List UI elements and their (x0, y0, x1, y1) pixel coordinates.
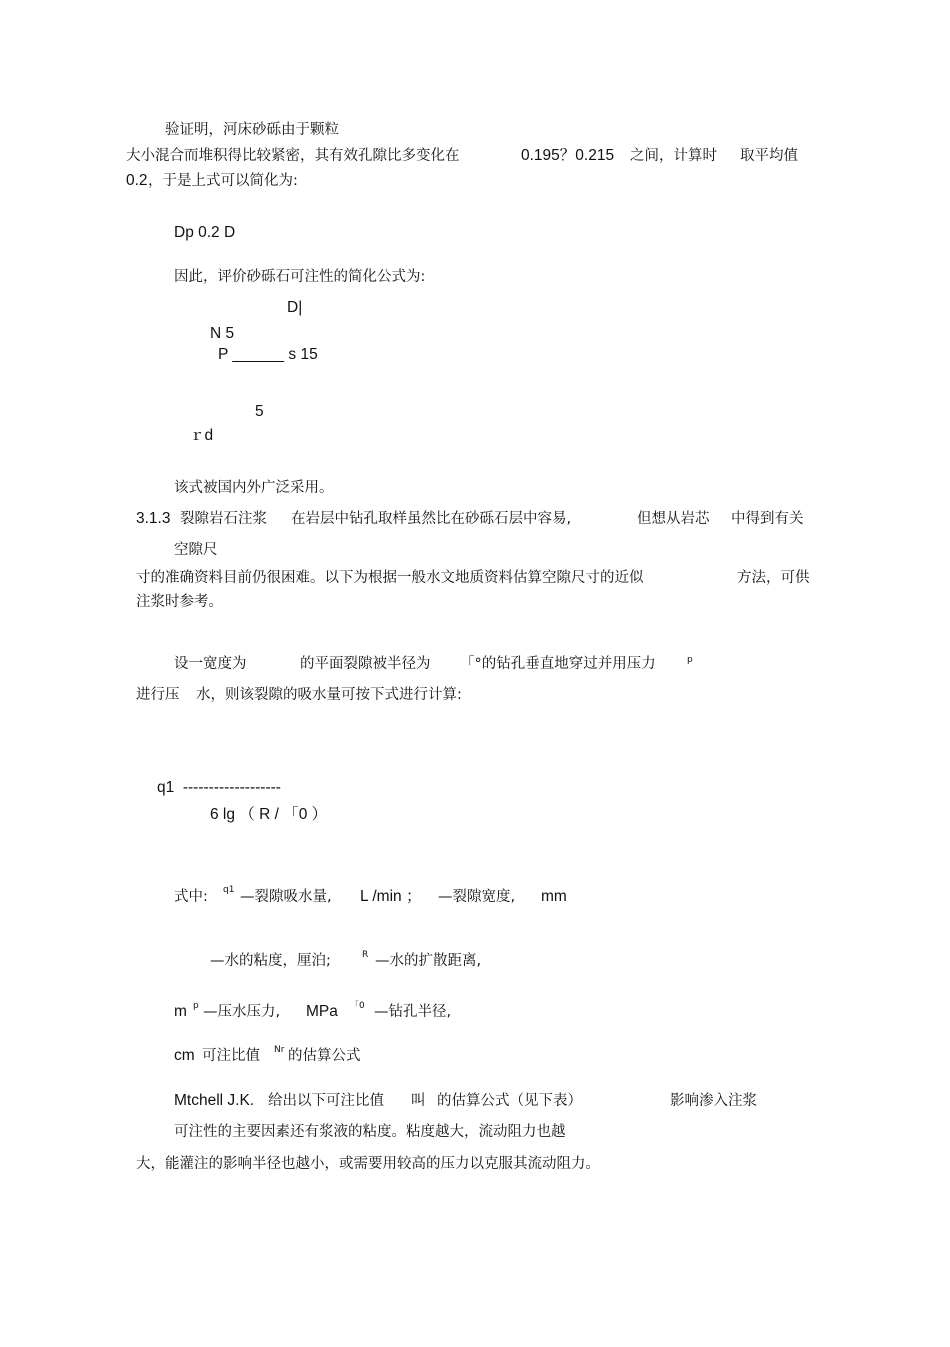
legend-item: —压水压力, (203, 1004, 281, 1020)
section-number: 3.1.3 (136, 510, 171, 527)
paragraph-line: 但想从岩芯 (637, 511, 710, 527)
legend-item: —水的扩散距离, (375, 953, 482, 969)
legend-item: —水的粘度，厘泊; (210, 953, 331, 969)
paragraph-line: 水，则该裂隙的吸水量可按下式进行计算: (196, 687, 462, 703)
formula-part: N 5 (210, 325, 235, 342)
formula-part: q1 ------------------- (157, 779, 281, 796)
formula-part: ｒd (189, 427, 214, 444)
paragraph-line: 注浆时参考。 (136, 594, 223, 610)
unit: m (174, 1003, 187, 1020)
legend-item: —裂隙吸水量, (240, 889, 332, 905)
unit: mm (541, 888, 567, 905)
symbol: 「0 (350, 1001, 365, 1011)
symbol: p (193, 1001, 199, 1011)
paragraph-line: 验证明，河床砂砾由于颗粒 (165, 122, 339, 138)
value: 0.2 (126, 172, 148, 189)
paragraph-line: 的估算公式（见下表） (437, 1093, 582, 1109)
symbol: 叫 (411, 1093, 426, 1109)
paragraph-line: 中得到有关 (731, 511, 804, 527)
paragraph-line: 给出以下可注比值 (268, 1093, 384, 1109)
paragraph-line: 该式被国内外广泛采用。 (174, 480, 334, 496)
paragraph-line: ，于是上式可以简化为: (148, 173, 298, 189)
paragraph-line: 设一宽度为 (174, 656, 247, 672)
legend-label: 式中: (174, 889, 208, 905)
paragraph-line: 因此，评价砂砾石可注性的简化公式为: (174, 269, 426, 285)
paragraph-line: 可注比值 (202, 1048, 260, 1064)
paragraph-line: 的估算公式 (288, 1048, 361, 1064)
formula-part: P ______ s 15 (218, 346, 318, 363)
paragraph-line: 空隙尺 (174, 542, 218, 558)
paragraph-line: 的平面裂隙被半径为 (300, 656, 431, 672)
formula: Dp 0.2 D (174, 224, 236, 241)
paragraph-line: 大，能灌注的影响半径也越小，或需要用较高的压力以克服其流动阻力。 (136, 1156, 600, 1172)
section-heading: 裂隙岩石注浆 (180, 511, 267, 527)
paragraph-line: 可注性的主要因素还有浆液的粘度。粘度越大，流动阻力也越 (174, 1124, 566, 1140)
paragraph-line: 在岩层中钻孔取样虽然比在砂砾石层中容易, (291, 511, 572, 527)
symbol: R (362, 950, 369, 960)
paragraph-line: 之间，计算时 (630, 148, 717, 164)
formula-part: D| (287, 299, 303, 316)
paragraph-line: 方法，可供 (737, 570, 810, 586)
legend-item: —裂隙宽度, (438, 889, 516, 905)
symbol: q1 (223, 885, 235, 895)
paragraph-line: 寸的准确资料目前仍很困难。以下为根据一般水文地质资料估算空隙尺寸的近似 (136, 570, 644, 586)
value-range: 0.195？0.215 (521, 147, 615, 164)
unit: cm (174, 1047, 195, 1064)
paragraph-line: 「°的钻孔垂直地穿过并用压力 (460, 656, 656, 672)
formula-part: 6 lg （ R / 「0 ） (210, 806, 328, 823)
paragraph-line: 进行压 (136, 687, 180, 703)
formula-part: 5 (255, 403, 264, 420)
unit: L /min ； (360, 888, 422, 905)
legend-item: —钻孔半径, (374, 1004, 452, 1020)
author-name: Mtchell J.K. (174, 1092, 255, 1109)
paragraph-line: 大小混合而堆积得比较紧密，其有效孔隙比多变化在 (126, 148, 460, 164)
symbol: p (687, 655, 693, 665)
paragraph-line: 影响渗入注浆 (670, 1093, 757, 1109)
unit: MPa (306, 1003, 338, 1020)
symbol: Nr (274, 1045, 285, 1055)
paragraph-line: 取平均值 (740, 148, 798, 164)
